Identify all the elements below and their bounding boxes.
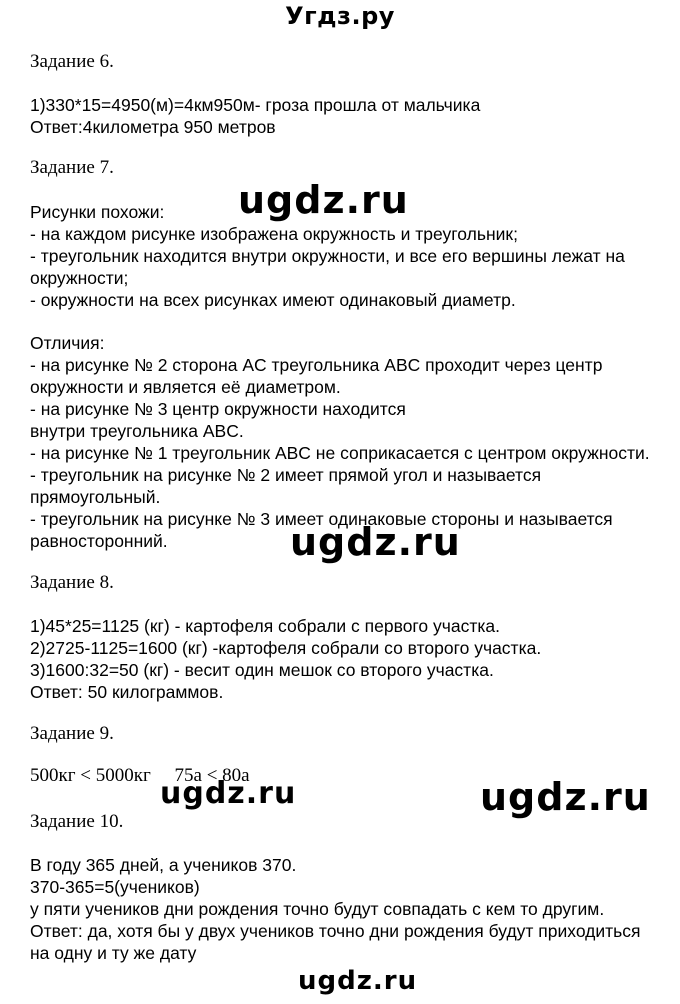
text-line: 1)330*15=4950(м)=4км950м- гроза прошла от мальчика (30, 95, 481, 115)
text-line: окружности; (30, 268, 129, 288)
text-line: Ответ: да, хотя бы у двух учеников точно дни рождения будут приходиться (30, 921, 641, 941)
text-line: 1)45*25=1125 (кг) - картофеля собрали с первого участка. (30, 616, 501, 636)
text-line: равносторонний. (30, 531, 168, 551)
site-title: Угдз.ру (285, 2, 395, 30)
text-line: - на рисунке № 3 центр окружности находится (30, 399, 406, 419)
watermark: ugdz.ru (480, 775, 651, 819)
text-line: Ответ:4километра 950 метров (30, 117, 276, 137)
watermark: ugdz.ru (298, 966, 418, 996)
watermark: ugdz.ru (160, 776, 297, 811)
text-line: - на рисунке № 2 сторона AC треугольника ABC проходит через центр (30, 355, 603, 375)
task-10-heading: Задание 10. (30, 811, 124, 832)
text-line: 500кг < 5000кг 75а < 80а (30, 765, 250, 786)
text-line: внутри треугольника ABC. (30, 421, 244, 441)
watermark: ugdz.ru (238, 178, 409, 222)
text-line: В году 365 дней, а учеников 370. (30, 855, 297, 875)
text-line: - треугольник находится внутри окружности, и все его вершины лежат на (30, 246, 625, 266)
text-line: - на каждом рисунке изображена окружность и треугольник; (30, 224, 518, 244)
text-line: Ответ: 50 килограммов. (30, 682, 224, 702)
text-line: - окружности на всех рисунках имеют одинаковый диаметр. (30, 290, 516, 310)
text-line: - треугольник на рисунке № 2 имеет прямой угол и называется (30, 465, 542, 485)
text-line: - треугольник на рисунке № 3 имеет одинаковые стороны и называется (30, 509, 613, 529)
text-line: 2)2725-1125=1600 (кг) -картофеля собрали со второго участка. (30, 638, 542, 658)
text-line: 370-365=5(учеников) (30, 877, 200, 897)
text-line: на одну и ту же дату (30, 943, 197, 963)
watermark: ugdz.ru (290, 520, 461, 564)
task-8-heading: Задание 8. (30, 572, 114, 593)
text-line: у пяти учеников дни рождения точно будут совпадать с кем то другим. (30, 899, 605, 919)
text-line: 3)1600:32=50 (кг) - весит один мешок со второго участка. (30, 660, 494, 680)
text-line: прямоугольный. (30, 487, 161, 507)
task-9-heading: Задание 9. (30, 723, 114, 744)
text-line: окружности и является её диаметром. (30, 377, 341, 397)
text-line: - на рисунке № 1 треугольник ABC не соприкасается с центром окружности. (30, 443, 650, 463)
task-6-heading: Задание 6. (30, 51, 114, 72)
text-line: Рисунки похожи: (30, 202, 165, 222)
task-7-heading: Задание 7. (30, 157, 114, 178)
text-line: Отличия: (30, 333, 105, 353)
